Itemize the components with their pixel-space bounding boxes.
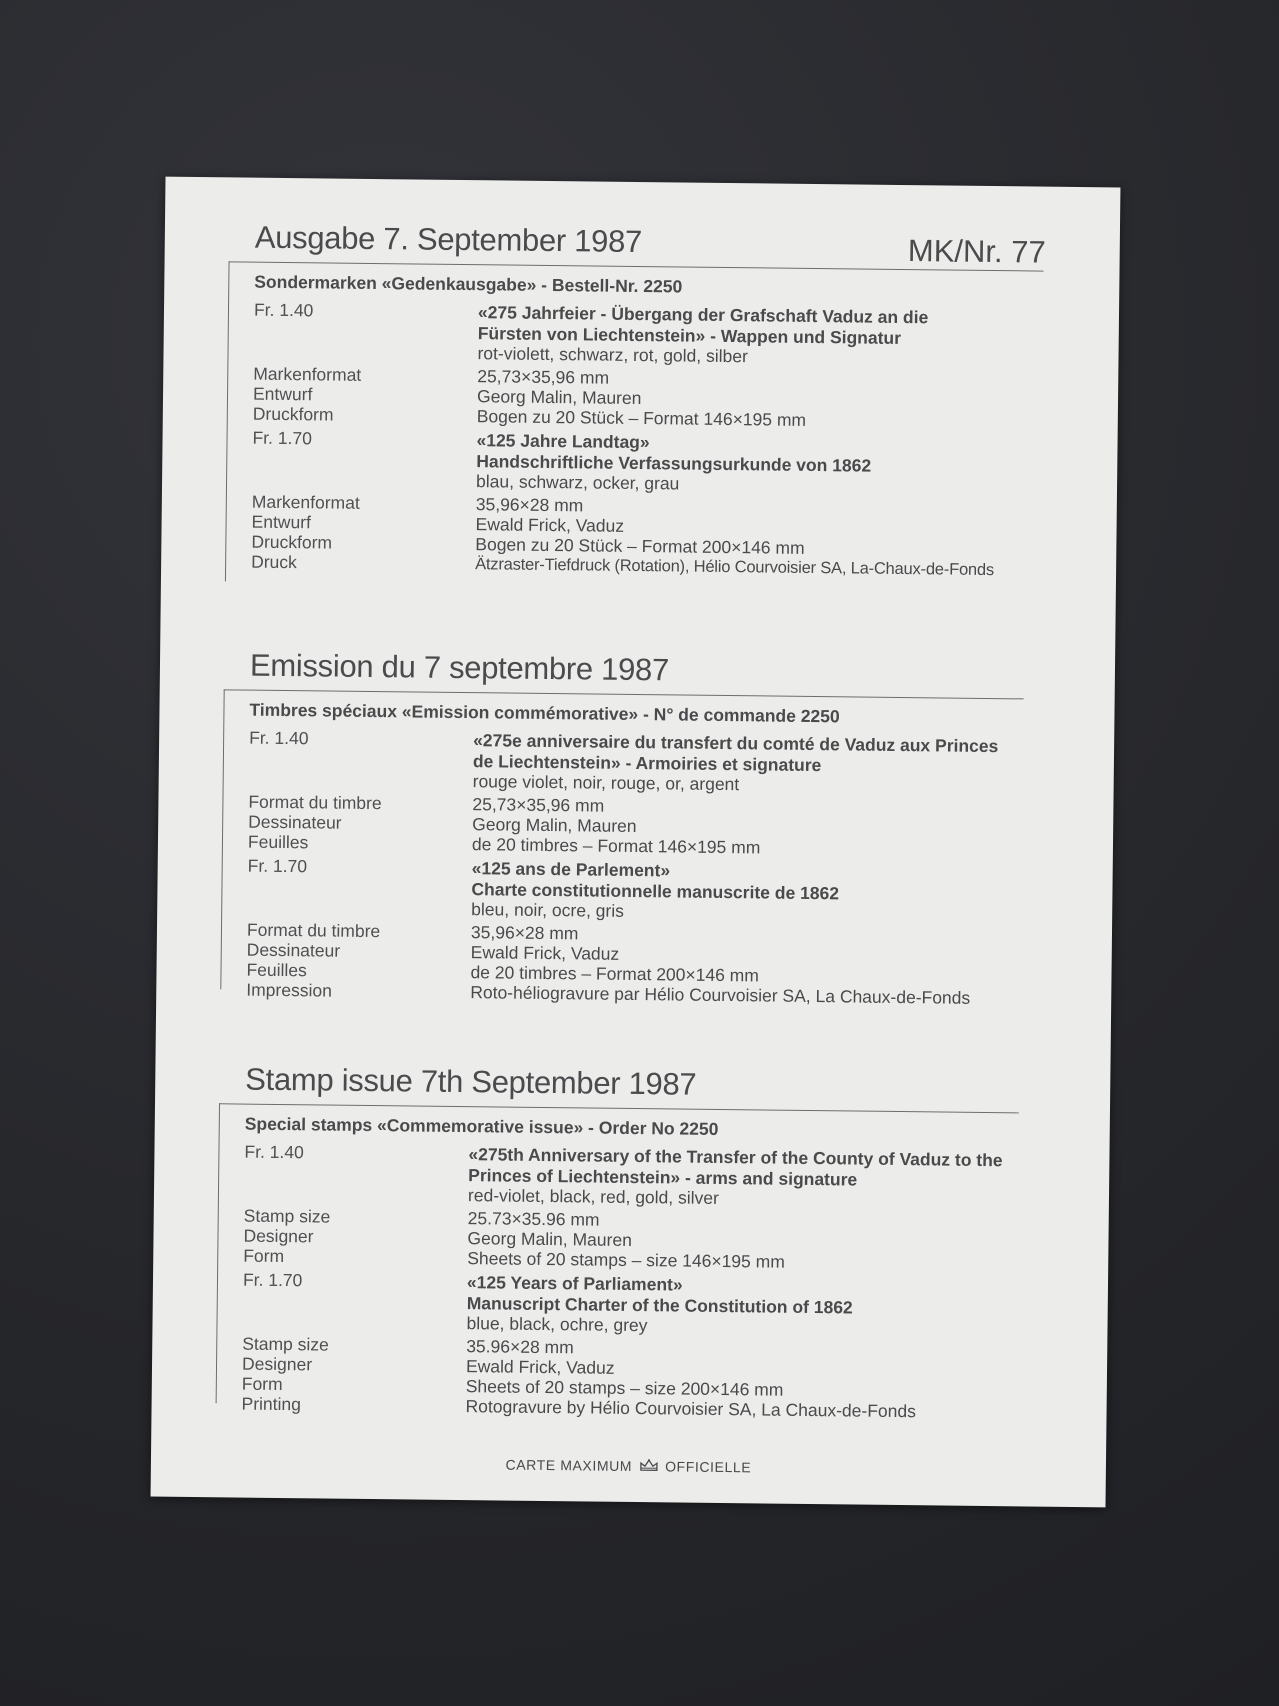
detail-label: Designer [243,1225,314,1247]
detail-value: Ätzraster-Tiefdruck (Rotation), Hélio Courvoisier SA, La-Chaux-de-Fonds [475,555,995,580]
detail-value: 25,73×35,96 mm [472,794,605,816]
detail-label: Stamp size [242,1333,329,1355]
stamp-colors: bleu, noir, ocre, gris [471,899,625,921]
detail-label: Druckform [251,531,333,553]
stamp-price: Fr. 1.40 [249,727,309,749]
stamp-title-line: «125 ans de Parlement» [471,858,671,881]
stamp-colors: rot-violett, schwarz, rot, gold, silber [477,343,749,367]
stamp-colors: red-violet, black, red, gold, silver [467,1185,720,1208]
detail-label: Entwurf [252,383,313,405]
divider [224,689,1024,699]
detail-value: 25,73×35,96 mm [477,366,610,388]
detail-value: Rotogravure by Hélio Courvoisier SA, La Chaux-de-Fonds [465,1396,917,1422]
detail-label: Dessinateur [246,939,341,961]
detail-label: Form [243,1245,285,1267]
detail-value: 25.73×35.96 mm [467,1208,600,1230]
detail-label: Feuilles [247,831,309,853]
detail-value: Roto-héliogravure par Hélio Courvoisier SA, La Chaux-de-Fonds [470,982,971,1008]
card-number: MK/Nr. 77 [907,233,1046,270]
stamp-title-line: «275th Anniversary of the Transfer of the County of Vaduz to the [468,1144,1003,1171]
detail-value: Ewald Frick, Vaduz [475,514,625,536]
footer-left-text: CARTE MAXIMUM [505,1456,633,1475]
section-title: Stamp issue 7th September 1987 [245,1061,697,1102]
section-english [155,1061,1110,1422]
detail-label: Format du timbre [246,919,381,942]
stamp-title-line: «275e anniversaire du transfert du comté de Vaduz aux Princes [473,730,999,757]
card-footer [151,1453,1106,1480]
divider [219,1103,1019,1113]
stamp-title-line: Charte constitutionnelle manuscrite de 1862 [471,878,840,903]
divider-vertical [220,689,224,989]
stamp-title-line: «125 Jahre Landtag» [476,430,650,453]
detail-label: Form [241,1373,283,1395]
stamp-price: Fr. 1.70 [247,855,308,877]
stamp-price: Fr. 1.40 [253,299,314,321]
detail-label: Designer [241,1353,313,1375]
stamp-price: Fr. 1.70 [242,1269,303,1291]
detail-value: 35,96×28 mm [470,922,579,944]
detail-value: 35.96×28 mm [466,1336,574,1358]
section-title: Ausgabe 7. September 1987 [254,219,643,260]
stamp-entry [249,727,1079,795]
divider-vertical [216,1103,220,1403]
stamp-price: Fr. 1.70 [252,427,313,449]
detail-label: Markenformat [253,363,362,385]
section-german [165,219,1120,580]
detail-value: Bogen zu 20 Stück – Format 200×146 mm [475,534,805,558]
stamp-price: Fr. 1.40 [244,1141,304,1163]
footer-right-text: OFFICIELLE [665,1458,752,1476]
detail-label: Entwurf [251,511,312,533]
stamp-title-line: Princes of Liechtenstein» - arms and signature [468,1164,858,1190]
subtitle-part: Timbres spéciaux «Emission commémorative» - N° de commande 2250 [249,699,840,727]
detail-value: 35,96×28 mm [475,494,584,516]
detail-label: Printing [241,1393,302,1415]
stamp-title-line: «125 Years of Parliament» [466,1272,683,1295]
stamp-title-line: «275 Jahrfeier - Übergang der Grafschaft Vaduz an die [477,302,929,328]
crown-icon [639,1458,659,1472]
maximum-card [151,177,1121,1508]
detail-value: Sheets of 20 stamps – size 146×195 mm [467,1248,785,1272]
detail-label: Druckform [252,403,334,425]
detail-label: Druck [251,551,297,573]
detail-value: Georg Malin, Mauren [476,386,642,409]
stamp-title-line: Fürsten von Liechtenstein» - Wappen und Signatur [477,322,902,348]
stamp-title-line: Handschriftliche Verfassungsurkunde von 1862 [476,450,872,476]
detail-value: Sheets of 20 stamps – size 200×146 mm [465,1376,784,1400]
section-subtitle: Special stamps «Commemorative issue» - Order No 2250 [244,1113,719,1139]
detail-value: de 20 timbres – Format 200×146 mm [470,962,760,986]
section-subtitle [249,700,839,728]
detail-value: Georg Malin, Mauren [467,1228,632,1250]
detail-label: Format du timbre [248,791,382,814]
stamp-title-line: Manuscript Charter of the Constitution of 1862 [466,1292,853,1317]
detail-value: Bogen zu 20 Stück – Format 146×195 mm [476,406,807,430]
stamp-entry [244,1141,1075,1208]
detail-value: Ewald Frick, Vaduz [470,942,620,964]
detail-label: Impression [246,979,333,1001]
section-subtitle: Sondermarken «Gedenkausgabe» - Bestell-Nr. 2250 [254,271,683,297]
detail-label: Stamp size [243,1205,331,1227]
section-french [160,647,1115,1008]
detail-label: Dessinateur [248,811,342,833]
stamp-entry [253,299,1084,367]
stamp-title-line: de Liechtenstein» - Armoiries et signature [472,750,822,775]
divider-vertical [225,261,230,581]
detail-value: Ewald Frick, Vaduz [465,1356,615,1378]
section-title: Emission du 7 septembre 1987 [249,647,670,688]
detail-label: Markenformat [251,491,360,513]
detail-value: de 20 timbres – Format 146×195 mm [471,834,761,858]
detail-value: Georg Malin, Mauren [472,814,637,837]
stamp-colors: blau, schwarz, ocker, grau [475,471,680,494]
stamp-colors: blue, black, ochre, grey [466,1313,648,1336]
stamp-colors: rouge violet, noir, rouge, or, argent [472,771,740,795]
detail-label: Feuilles [246,959,307,981]
